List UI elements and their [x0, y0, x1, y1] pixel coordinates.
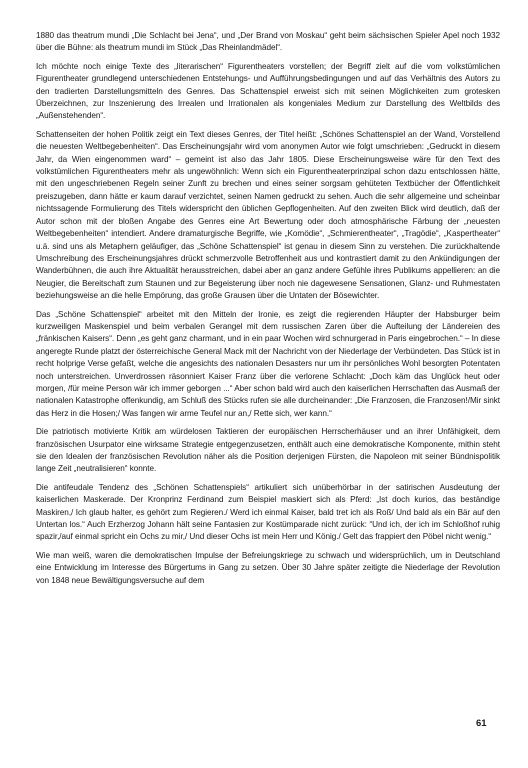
paragraph: Die antifeudale Tendenz des „Schönen Schattenspiels“ artikuliert sich unüberhörbar in der satirischen Ausdeutung der kaiserlichen Maskerade. Der Kronprinz Ferdinand zum Beispiel maskiert sich als Pferd: „Ist doch kurios, das beständige Maskiren,/ Ich glaub halter, es gehört zum Regieren./ Werd ich einmal Kaiser, bald tret ich als Roß/ Und bald als ein Bär auf den Untertan los.“ Auch Erzherzog Johann hält seine Fantasien zur Kostümparade nicht zurück: “Und ich, der ich im Schloßhof ruhig spazir,/auf einmal spricht ein Ochs zu mir,/ Und dieser Ochs ist mein Herr und König./ Gelt das frappiert den Pöbel nicht wenig.“: [36, 482, 500, 542]
paragraph: Schattenseiten der hohen Politik zeigt ein Text dieses Genres, der Titel heißt: „Schönes Schattenspiel an der Wand, Vorstellend die neuesten Weltbegebenheiten“. Das Erscheinungsjahr wird vom anonymen Autor wie folgt umschrieben: „Gedruckt in diesem Jahr, da Wien eingenommen ward“ – gemeint ist also das Jahr 1805. Diese Erscheinungsweise wäre für den Text des volkstümlichen Figurentheaters mehr als ungewöhnlich: Wenn sich ein Figurentheaterprinzipal schon dazu entschlossen hätte, mit den ungeschriebenen Regeln seiner Zunft zu brechen und eines seiner sorgsam gehüteten Textbücher der Öffentlichkeit preiszugeben, dann hätte er kaum darauf verzichtet, seinen Namen gedruckt zu sehen. Auch die sehr allgemeine und scheinbar nichtssagende Formulierung des Titels widerspricht den üblichen Gepflogenheiten. Auf den zweiten Blick wird deutlich, daß der Autor schon mit der bloßen Angabe des Genres eine Art Bewertung oder doch atmosphärische Färbung der „neuesten Weltbegebenheiten“ intendiert. Andere dramaturgische Begriffe, wie „Komödie“, „Schmierentheater“, „Tragödie“, „Kaspertheater“ u.ä. sind uns als Metaphern geläufiger, das „Schöne Schattenspiel“ ist genau in diesem Sinn zu verstehen. Die zurückhaltende Umschreibung des Erscheinungsjahres drückt schmerzvolle Betroffenheit aus und kontrastiert damit zu den Ankündigungen der Wanderbühnen, die auch ihre Aktualität herausstreichen, dabei aber an ganz andere Gefühle ihres Publikums appellieren: an die Neugier, die Bereitschaft zum Staunen und zur Begeisterung über noch nie dagewesene Sensationen, Glanz- und Ruhmestaten beziehungsweise an die helle Empörung, das große Grausen über die Untaten der Bösewichter.: [36, 129, 500, 301]
paragraph: Wie man weiß, waren die demokratischen Impulse der Befreiungskriege zu schwach und widersprüchlich, um in Deutschland eine Entwicklung im Interesse des Bürgertums in Gang zu setzen. Über 30 Jahre später zeitigte die Niederlage der Revolution von 1848 neue Bewältigungsversuche auf dem: [36, 550, 500, 585]
paragraph: Ich möchte noch einige Texte des „literarischen“ Figurentheaters vorstellen; der Begriff zielt auf die vom volkstümlichen Figurentheater grundlegend unterschiedenen Entstehungs- und Aufführungsbedingungen und auf das Verhältnis des Autors zu den tradierten Darstellungsmitteln des Genres. Das Schattenspiel erweist sich mit seinen Möglichkeiten zum grotesken Überzeichnen, zur Inszenierung des Irrealen und Irrationalen als kongeniales Medium zur Darstellung des Weltbilds des „Außenstehenden“.: [36, 61, 500, 121]
paragraph: Die patriotisch motivierte Kritik am würdelosen Taktieren der europäischen Herrscherhäuser und an ihrer Unfähigkeit, dem französischen Usurpator eine wirksame Strategie entgegenzusetzen, enthält auch eine demokratische Komponente, mithin steht sie den Idealen der französischen Revolution näher als die Position derjenigen Fürsten, die Napoleon mit seiner Bündnispolitik lange Zeit „neutralisieren“ konnte.: [36, 427, 500, 474]
paragraph: Das „Schöne Schattenspiel“ arbeitet mit den Mitteln der Ironie, es zeigt die regierenden Häupter der Habsburger beim kurzweiligen Maskenspiel und beim verbalen Gerangel mit dem russischen Zaren über die Aufteilung der Ländereien des „fränkischen Kaisers“. Denn „es geht ganz charmant, und in ein paar Wochen wird schnurgerad in Paris eingebrochen.“ – In diese angeregte Runde platzt der österreichische General Mack mit der Nachricht von der Niederlage der Verbündeten. Das Stück ist in recht holprige Verse gefaßt, welche die angesichts des nationalen Desasters nur um ihr persönliches Wohl besorgten Potentaten noch unterstreichen. Unverdrossen räsonniert Kaiser Franz über die verlorene Schlacht: „Doch käm das Unglück heut oder morgen, /für meine Person wär ich immer geborgen ...“ Aber schon bald wird auch den kaiserlichen Herrschaften das Ausmaß der nationalen Katastrophe offenkundig, am Schluß des Stücks rufen sie alle durcheinander: „Die Franzosen, die Franzosen!/Mir sinkt das Herz in die Hosen;/ Was fangen wir arme Teufel nur an,/ Rette sich, wer kann.“: [36, 309, 500, 418]
paragraph: 1880 das theatrum mundi „Die Schlacht bei Jena“, und „Der Brand von Moskau“ geht beim sächsischen Spieler Apel noch 1932 über die Bühne: als theatrum mundi im Stück „Das Rheinlandmädel“.: [36, 31, 500, 53]
page-number: 61: [476, 718, 487, 729]
body-text: [36, 30, 500, 593]
